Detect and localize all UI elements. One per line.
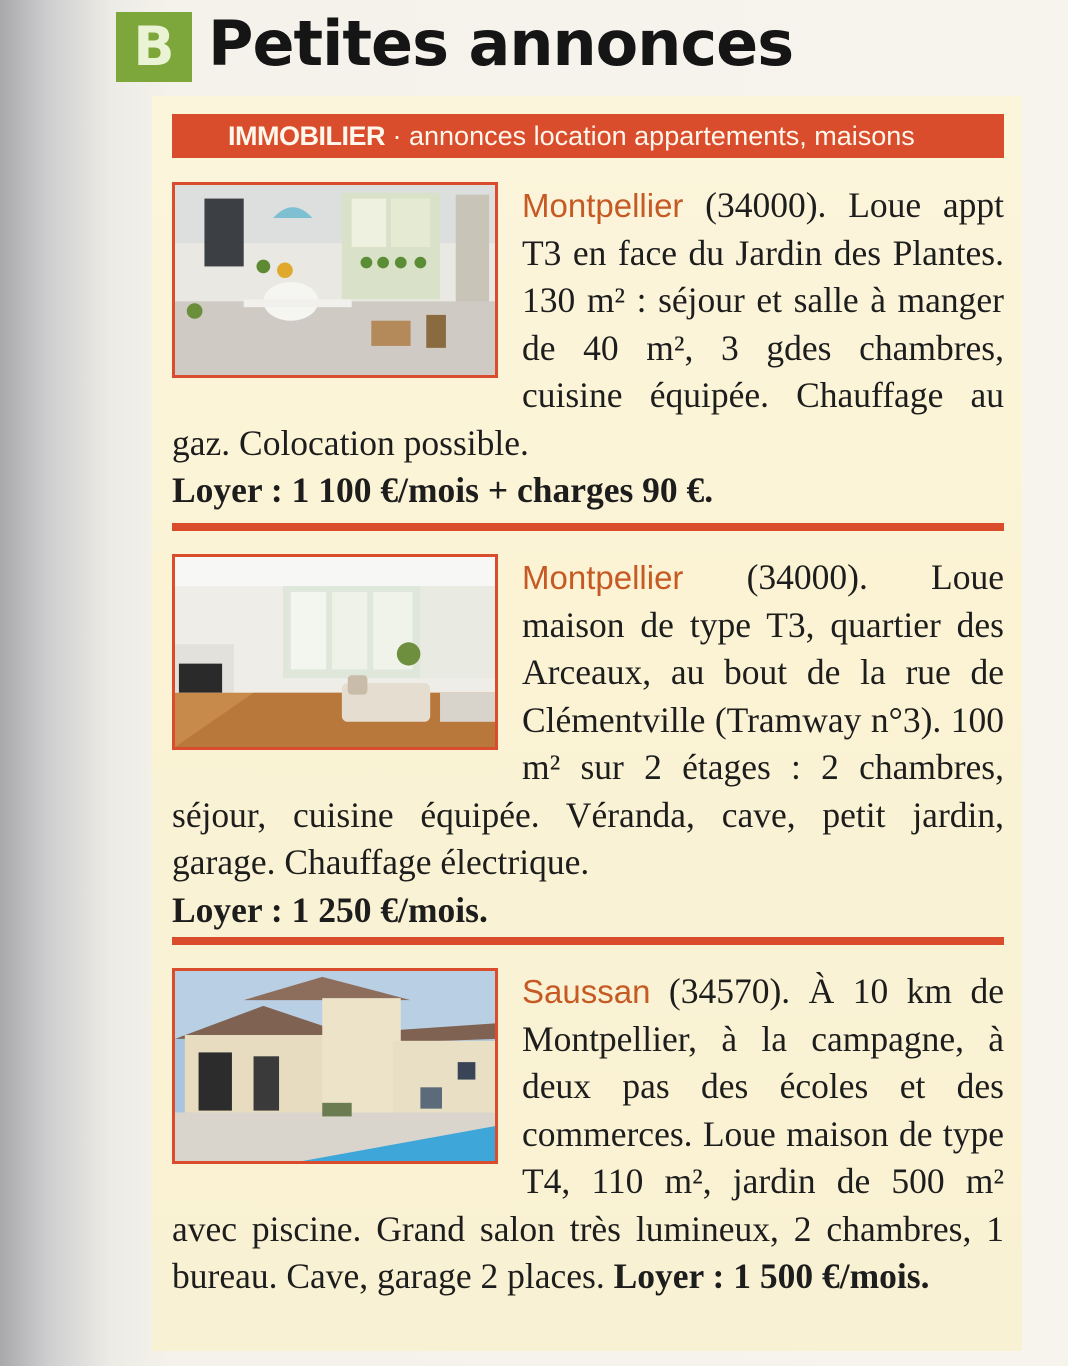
interior-kitchen-photo [172,182,498,378]
listing-rent: Loyer : 1 100 €/mois + charges 90 €. [172,470,714,510]
living-room-photo [172,554,498,750]
banner-separator: · [385,121,409,151]
house-pool-photo [172,968,498,1164]
listing-postcode: (34000). [683,185,827,225]
listing-rent: Loyer : 1 250 €/mois. [172,889,488,930]
listing [172,968,1004,1301]
classifieds-panel [152,96,1022,1351]
page-title: Petites annonces [208,7,794,80]
listing-rent: Loyer : 1 500 €/mois. [613,1256,930,1296]
listing-postcode: (34570). [650,971,791,1011]
listing [172,182,1004,515]
listing-city: Saussan [522,973,651,1010]
listing-description: Loue appt T3 en face du Jardin des Plantes. 130 m² : séjour et salle à manger de 40 m², 3 gdes chambres, cuisine équipée. Chauffage au gaz. Colocation possible. [172,185,1004,463]
category-banner [172,114,1004,158]
category-label: IMMOBILIER [228,121,385,151]
listing-city: Montpellier [522,559,684,596]
listing-description: À 10 km de Montpellier, à la campagne, à deux pas des écoles et des commerces. Loue maison de type T4, 110 m², jardin de 500 m² avec piscine. Grand salon très lumineux, 2 chambres, 1 bureau. Cave, garage 2 places. [172,971,1004,1296]
banner-subtitle: annonces location appartements, maisons [409,121,915,151]
listing-divider [172,937,1004,945]
listing-postcode: (34000). [683,557,868,597]
listing [172,554,1004,934]
section-badge: B [116,12,192,82]
page-header [110,6,870,82]
listing-city: Montpellier [522,187,684,224]
listing-divider [172,523,1004,531]
listing-description: Loue maison de type T3, quartier des Arceaux, au bout de la rue de Clémentville (Tramway n°3). 100 m² sur 2 étages : 2 chambres, séjour, cuisine équipée. Véranda, cave, petit jardin, garage. Chauffage électrique. [172,557,1004,882]
